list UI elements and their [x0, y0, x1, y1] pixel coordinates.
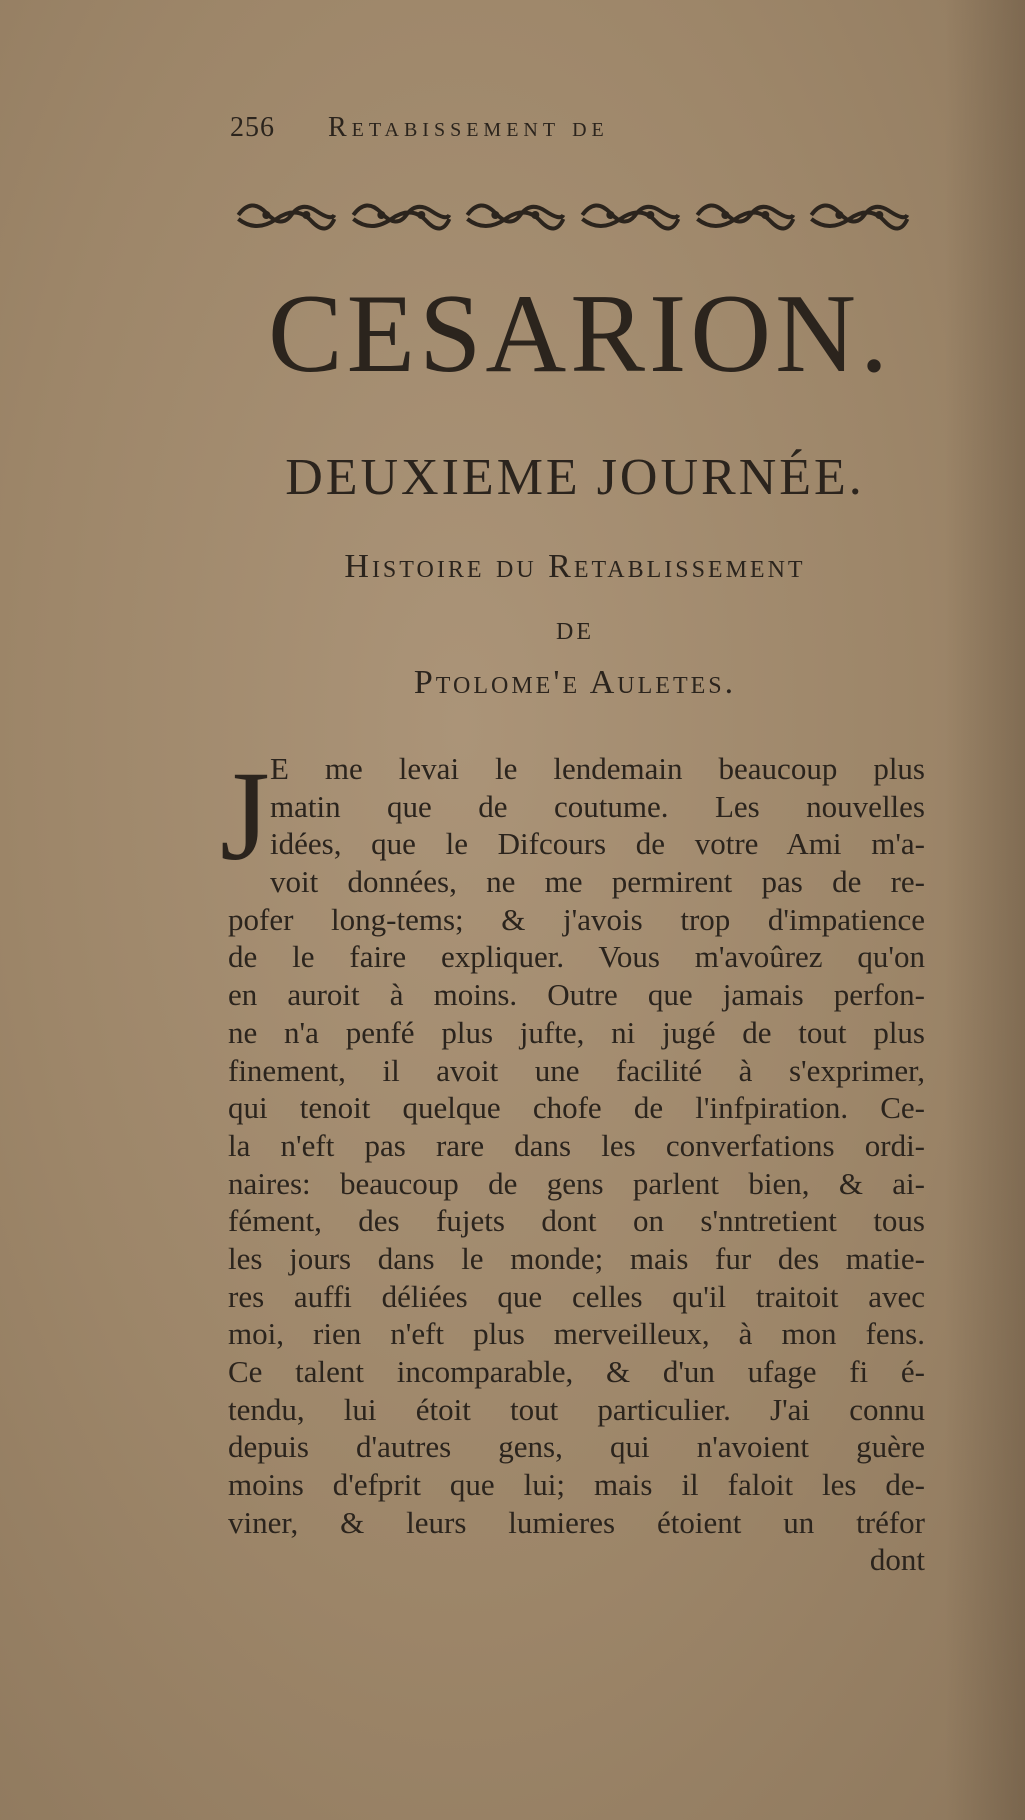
text-line: fément, des fujets dont on s'nntretient tous	[228, 1203, 925, 1239]
text-line: viner, & leurs lumieres étoient un tréfor	[228, 1504, 925, 1540]
text-line: E me levai le lendemain beaucoup plus	[270, 751, 925, 786]
text-line: la n'eft pas rare dans les converfations ordi-	[228, 1127, 925, 1163]
ornament-segment	[232, 195, 341, 235]
text-line: Ce talent incomparable, & d'un ufage fi é-	[228, 1354, 925, 1389]
running-header	[230, 112, 930, 144]
text-line: depuis d'autres gens, qui n'avoient guère	[228, 1429, 925, 1465]
text-line: idées, que le Difcours de votre Ami m'a-	[270, 826, 925, 862]
text-line: ne n'a penfé plus jufte, ni jugé de tout plus	[228, 1014, 925, 1050]
text-line: tendu, lui étoit tout particulier. J'ai connu	[228, 1391, 925, 1427]
text-line: les jours dans le monde; mais fur des matie-	[228, 1240, 925, 1276]
ornament-segment	[576, 195, 685, 235]
section-heading-line-2: de	[556, 610, 594, 647]
text-line: qui tenoit quelque chofe de l'infpiration. Ce-	[228, 1090, 925, 1126]
text-line: voit données, ne me permirent pas de re-	[270, 864, 925, 900]
text-line: en auroit à moins. Outre que jamais perfon-	[228, 977, 925, 1013]
headpiece-ornament	[232, 193, 914, 237]
ornament-segment	[347, 195, 456, 235]
body-text	[220, 745, 925, 1579]
text-line: moi, rien n'eft plus merveilleux, à mon fens.	[228, 1316, 925, 1352]
text-line: matin que de coutume. Les nouvelles	[270, 788, 925, 824]
ornament-segment	[805, 195, 914, 235]
section-heading-line-1: Histoire du Retablissement	[344, 548, 806, 585]
text-line: moins d'efprit que lui; mais il faloit les de-	[228, 1467, 925, 1503]
text-line: naires: beaucoup de gens parlent bien, & ai-	[228, 1165, 925, 1201]
section-heading-line-3: Ptolome'e Auletes.	[413, 664, 737, 701]
text-line: finement, il avoit une facilité à s'exprimer,	[228, 1052, 925, 1088]
text-line: pofer long-tems; & j'avois trop d'impatience	[228, 901, 925, 937]
chapter-title: CESARION.	[267, 272, 893, 396]
ornament-segment	[461, 195, 570, 235]
text-line: res auffi déliées que celles qu'il traitoit avec	[228, 1278, 925, 1314]
catchword: dont	[869, 1542, 925, 1578]
page-number: 256	[230, 112, 275, 143]
page-edge-shadow	[945, 0, 1025, 1820]
chapter-subtitle: DEUXIEME JOURNÉE.	[285, 449, 865, 506]
running-title: Retabissement de	[328, 112, 609, 143]
ornament-segment	[691, 195, 800, 235]
drop-cap: J	[220, 745, 270, 887]
text-line: de le faire expliquer. Vous m'avoûrez qu'on	[228, 939, 925, 975]
